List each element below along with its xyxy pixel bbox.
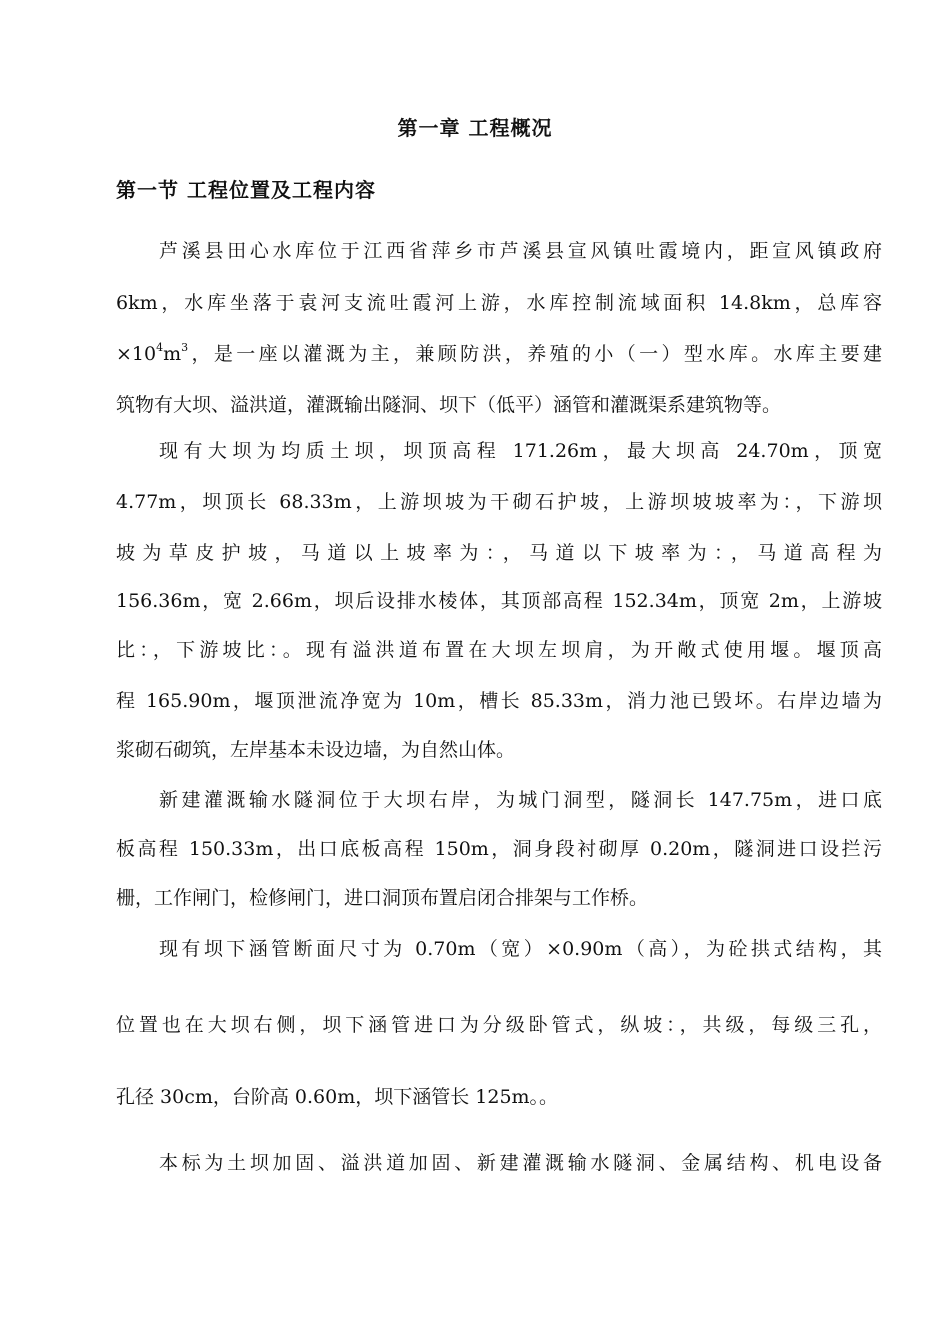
paragraph-1-line-3-rest: ，是一座以灌溉为主，兼顾防洪，养殖的小（一）型水库。水库主要建 [188,343,882,365]
paragraph-5-line-1: 本标为土坝加固、溢洪道加固、新建灌溉输水隧洞、金属结构、机电设备 [159,1152,882,1174]
paragraph-1-line-4: 筑物有大坝、溢洪道，灌溉输出隧洞、坝下（低平）涵管和灌溉渠系建筑物等。 [116,394,782,416]
paragraph-2-line-3: 坡为草皮护坡，马道以上坡率为：，马道以下坡率为：，马道高程为 [116,542,882,564]
paragraph-4-line-3: 孔径 30cm，台阶高 0.60m，坝下涵管长 125m。。 [116,1086,559,1108]
paragraph-2-line-6: 程 165.90m，堰顶泄流净宽为 10m，槽长 85.33m，消力池已毁坏。右岸边墙为 [116,690,882,712]
paragraph-2-line-2: 4.77m，坝顶长 68.33m，上游坝坡为干砌石护坡，上游坝坡坡率为：，下游坝 [116,491,882,513]
paragraph-2-line-5: 比：，下游坡比：。现有溢洪道布置在大坝左坝肩，为开敞式使用堰。堰顶高 [116,639,882,661]
paragraph-2-line-4: 156.36m，宽 2.66m，坝后设排水棱体，其顶部高程 152.34m，顶宽 2m，上游坡 [116,590,882,612]
paragraph-4-line-2: 位置也在大坝右侧，坝下涵管进口为分级卧管式，纵坡：，共级，每级三孔， [116,1014,882,1036]
paragraph-3-line-1: 新建灌溉输水隧洞位于大坝右岸，为城门洞型，隧洞长 147.75m，进口底 [159,789,882,811]
paragraph-4-line-1: 现有坝下涵管断面尺寸为 0.70m（宽）×0.90m（高），为砼拱式结构，其 [159,938,882,960]
paragraph-3-line-3: 栅，工作闸门，检修闸门，进口洞顶布置启闭合排架与工作桥。 [116,887,649,909]
unit-m: m [163,343,182,365]
paragraph-2-line-1: 现有大坝为均质土坝，坝顶高程 171.26m，最大坝高 24.70m，顶宽 [159,440,882,462]
paragraph-3-line-2: 板高程 150.33m，出口底板高程 150m，洞身段衬砌厚 0.20m，隧洞进口设拦污 [116,838,882,860]
chapter-title: 第一章 工程概况 [397,116,553,140]
section-title: 第一节 工程位置及工程内容 [116,178,376,202]
exponent-3: 3 [181,341,189,354]
exponent-4: 4 [156,341,164,354]
paragraph-1-line-2: 6km，水库坐落于袁河支流吐霞河上游，水库控制流域面积 14.8km，总库容 [116,292,882,314]
paragraph-1-line-1: 芦溪县田心水库位于江西省萍乡市芦溪县宣风镇吐霞境内，距宣风镇政府 [159,240,882,262]
paragraph-2-line-7: 浆砌石砌筑，左岸基本未设边墙，为自然山体。 [116,739,516,761]
paragraph-1-line-3-prefix: ×10 [116,343,157,365]
paragraph-1-line-3 [116,341,882,367]
